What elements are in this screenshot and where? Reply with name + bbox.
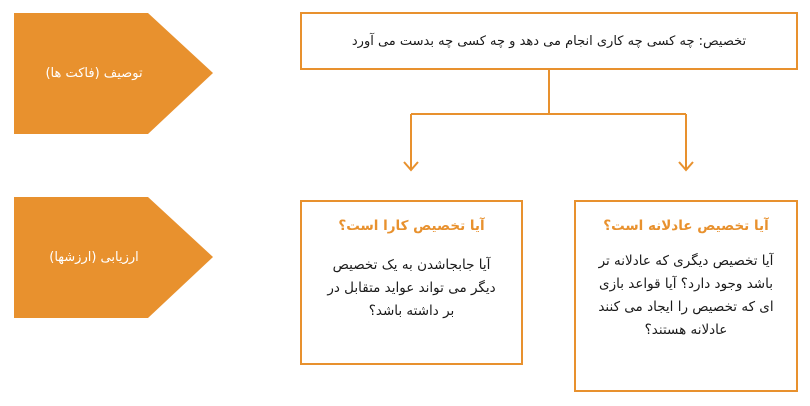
efficiency-question-title: آیا تخصیص کارا است؟ [338,218,485,234]
fairness-question-box [574,200,798,392]
fairness-question-body: آیا تخصیص دیگری که عادلانه تر باشد وجود دارد؟ آیا قواعد بازی ای که تخصیص را ایجاد می کنند عادلانه هستند؟ [598,253,774,338]
allocation-definition-box [300,12,798,70]
fairness-question-title: آیا تخصیص عادلانه است؟ [603,218,769,234]
efficiency-question-body: آیا جابجاشدن به یک تخصیص دیگر می تواند عواید متقابل در بر داشته باشد؟ [327,257,496,319]
description-label: توصیف (فاکت ها) [45,66,143,81]
allocation-definition-text: تخصیص: چه کسی چه کاری انجام می دهد و چه کسی چه بدست می آورد [351,33,747,49]
evaluation-label: ارزیابی (ارزشها) [49,250,139,265]
efficiency-question-box [300,200,523,365]
